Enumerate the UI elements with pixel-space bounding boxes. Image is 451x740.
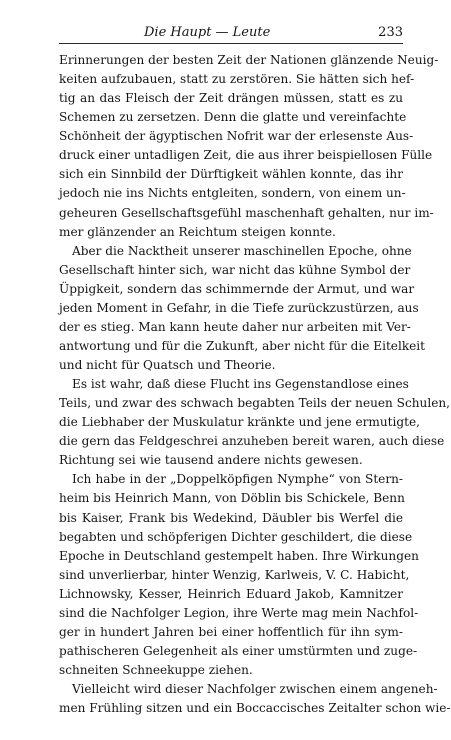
text-line: schneiten Schneekuppe ziehen. (59, 663, 253, 677)
text-line: Gesellschaft hinter sich, war nicht das kühne Symbol der (59, 262, 411, 277)
text-line: der es stieg. Man kann heute daher nur arbeiten mit Ver- (59, 319, 411, 334)
text-line: sind unverlierbar, hinter Wenzig, Karlweis, V. C. Habicht, (59, 567, 410, 582)
text-line: Lichnowsky, Kesser, Heinrich Eduard Jakob, Kamnitzer (59, 586, 403, 601)
text-line: Es ist wahr, daß diese Flucht ins Gegenstandlose eines (72, 377, 409, 392)
body-text (59, 51, 451, 718)
text-line: men Frühling sitzen und ein Boccaccisches Zeitalter schon wie- (59, 701, 451, 716)
text-line: Erinnerungen der besten Zeit der Nationen glänzende Neuig- (59, 53, 439, 67)
text-line: Vielleicht wird dieser Nachfolger zwischen einem angeneh- (72, 682, 438, 697)
text-line: mer glänzender an Reichtum steigen konnte. (59, 224, 336, 239)
paragraph (59, 470, 419, 680)
text-line: geheuren Gesellschaftsgefühl maschenhaft gehalten, nur im- (59, 205, 434, 220)
text-line: keiten aufzubauen, statt zu zerstören. Sie hätten sich hef- (59, 72, 415, 87)
text-line: tig an das Fleisch der Zeit drängen müssen, statt es zu (59, 91, 403, 106)
running-title: Die Haupt — Leute (144, 25, 271, 40)
text-line: bis Kaiser, Frank bis Wedekind, Däubler bis Werfel die (59, 510, 403, 525)
text-line: Teils, und zwar des schwach begabten Teils der neuen Schulen, (59, 396, 450, 411)
text-line: Epoche in Deutschland gestempelt haben. Ihre Wirkungen (59, 548, 419, 563)
paragraph (59, 680, 451, 718)
text-line: pathischeren Gelegenheit als einer umstürmten und zuge- (59, 643, 418, 658)
header-rule (59, 43, 403, 44)
text-line: Schönheit der ägyptischen Nofrit war der erlesenste Aus- (59, 129, 414, 144)
text-line: ger in hundert Jahren bei einer hoffentlich für ihn sym- (59, 624, 403, 639)
text-line: antwortung und für die Zukunft, aber nicht für die Eitelkeit (59, 338, 426, 353)
running-header (59, 24, 403, 42)
text-line: Aber die Nacktheit unserer maschinellen Epoche, ohne (72, 243, 412, 258)
text-line: und nicht für Quatsch und Theorie. (59, 358, 276, 372)
text-line: begabten und schöpferigen Dichter geschildert, die diese (59, 529, 413, 544)
text-line: sind die Nachfolger Legion, ihre Werte mag mein Nachfol- (59, 605, 419, 620)
text-line: die Liebhaber der Muskulatur kränkte und jene ermutigte, (59, 415, 420, 430)
paragraph (59, 375, 450, 470)
text-line: die gern das Feldgeschrei anzuheben bereit waren, auch diese (59, 434, 445, 449)
text-line: druck einer untadligen Zeit, die aus ihrer beispiellosen Fülle (59, 148, 433, 163)
text-line: sich ein Sinnbild der Dürftigkeit wählen konnte, das ihr (59, 167, 403, 182)
paragraph (59, 242, 426, 375)
text-line: Schemen zu zersetzen. Denn die glatte und vereinfachte (59, 110, 407, 125)
text-line: heim bis Heinrich Mann, von Döblin bis Schickele, Benn (59, 491, 405, 506)
paragraph (59, 51, 439, 242)
text-line: Üppigkeit, sondern das schimmernde der Armut, und war (59, 281, 415, 296)
page-number: 233 (378, 25, 403, 40)
text-line: jeden Moment in Gefahr, in die Tiefe zurückzustürzen, aus (59, 300, 419, 315)
text-line: Richtung sei wie tausend andere nichts gewesen. (59, 453, 363, 468)
text-line: jedoch nie ins Nichts entgleiten, sondern, von einem un- (59, 186, 406, 201)
text-line: Ich habe in der „Doppelköpfigen Nymphe“ von Stern- (72, 472, 403, 487)
